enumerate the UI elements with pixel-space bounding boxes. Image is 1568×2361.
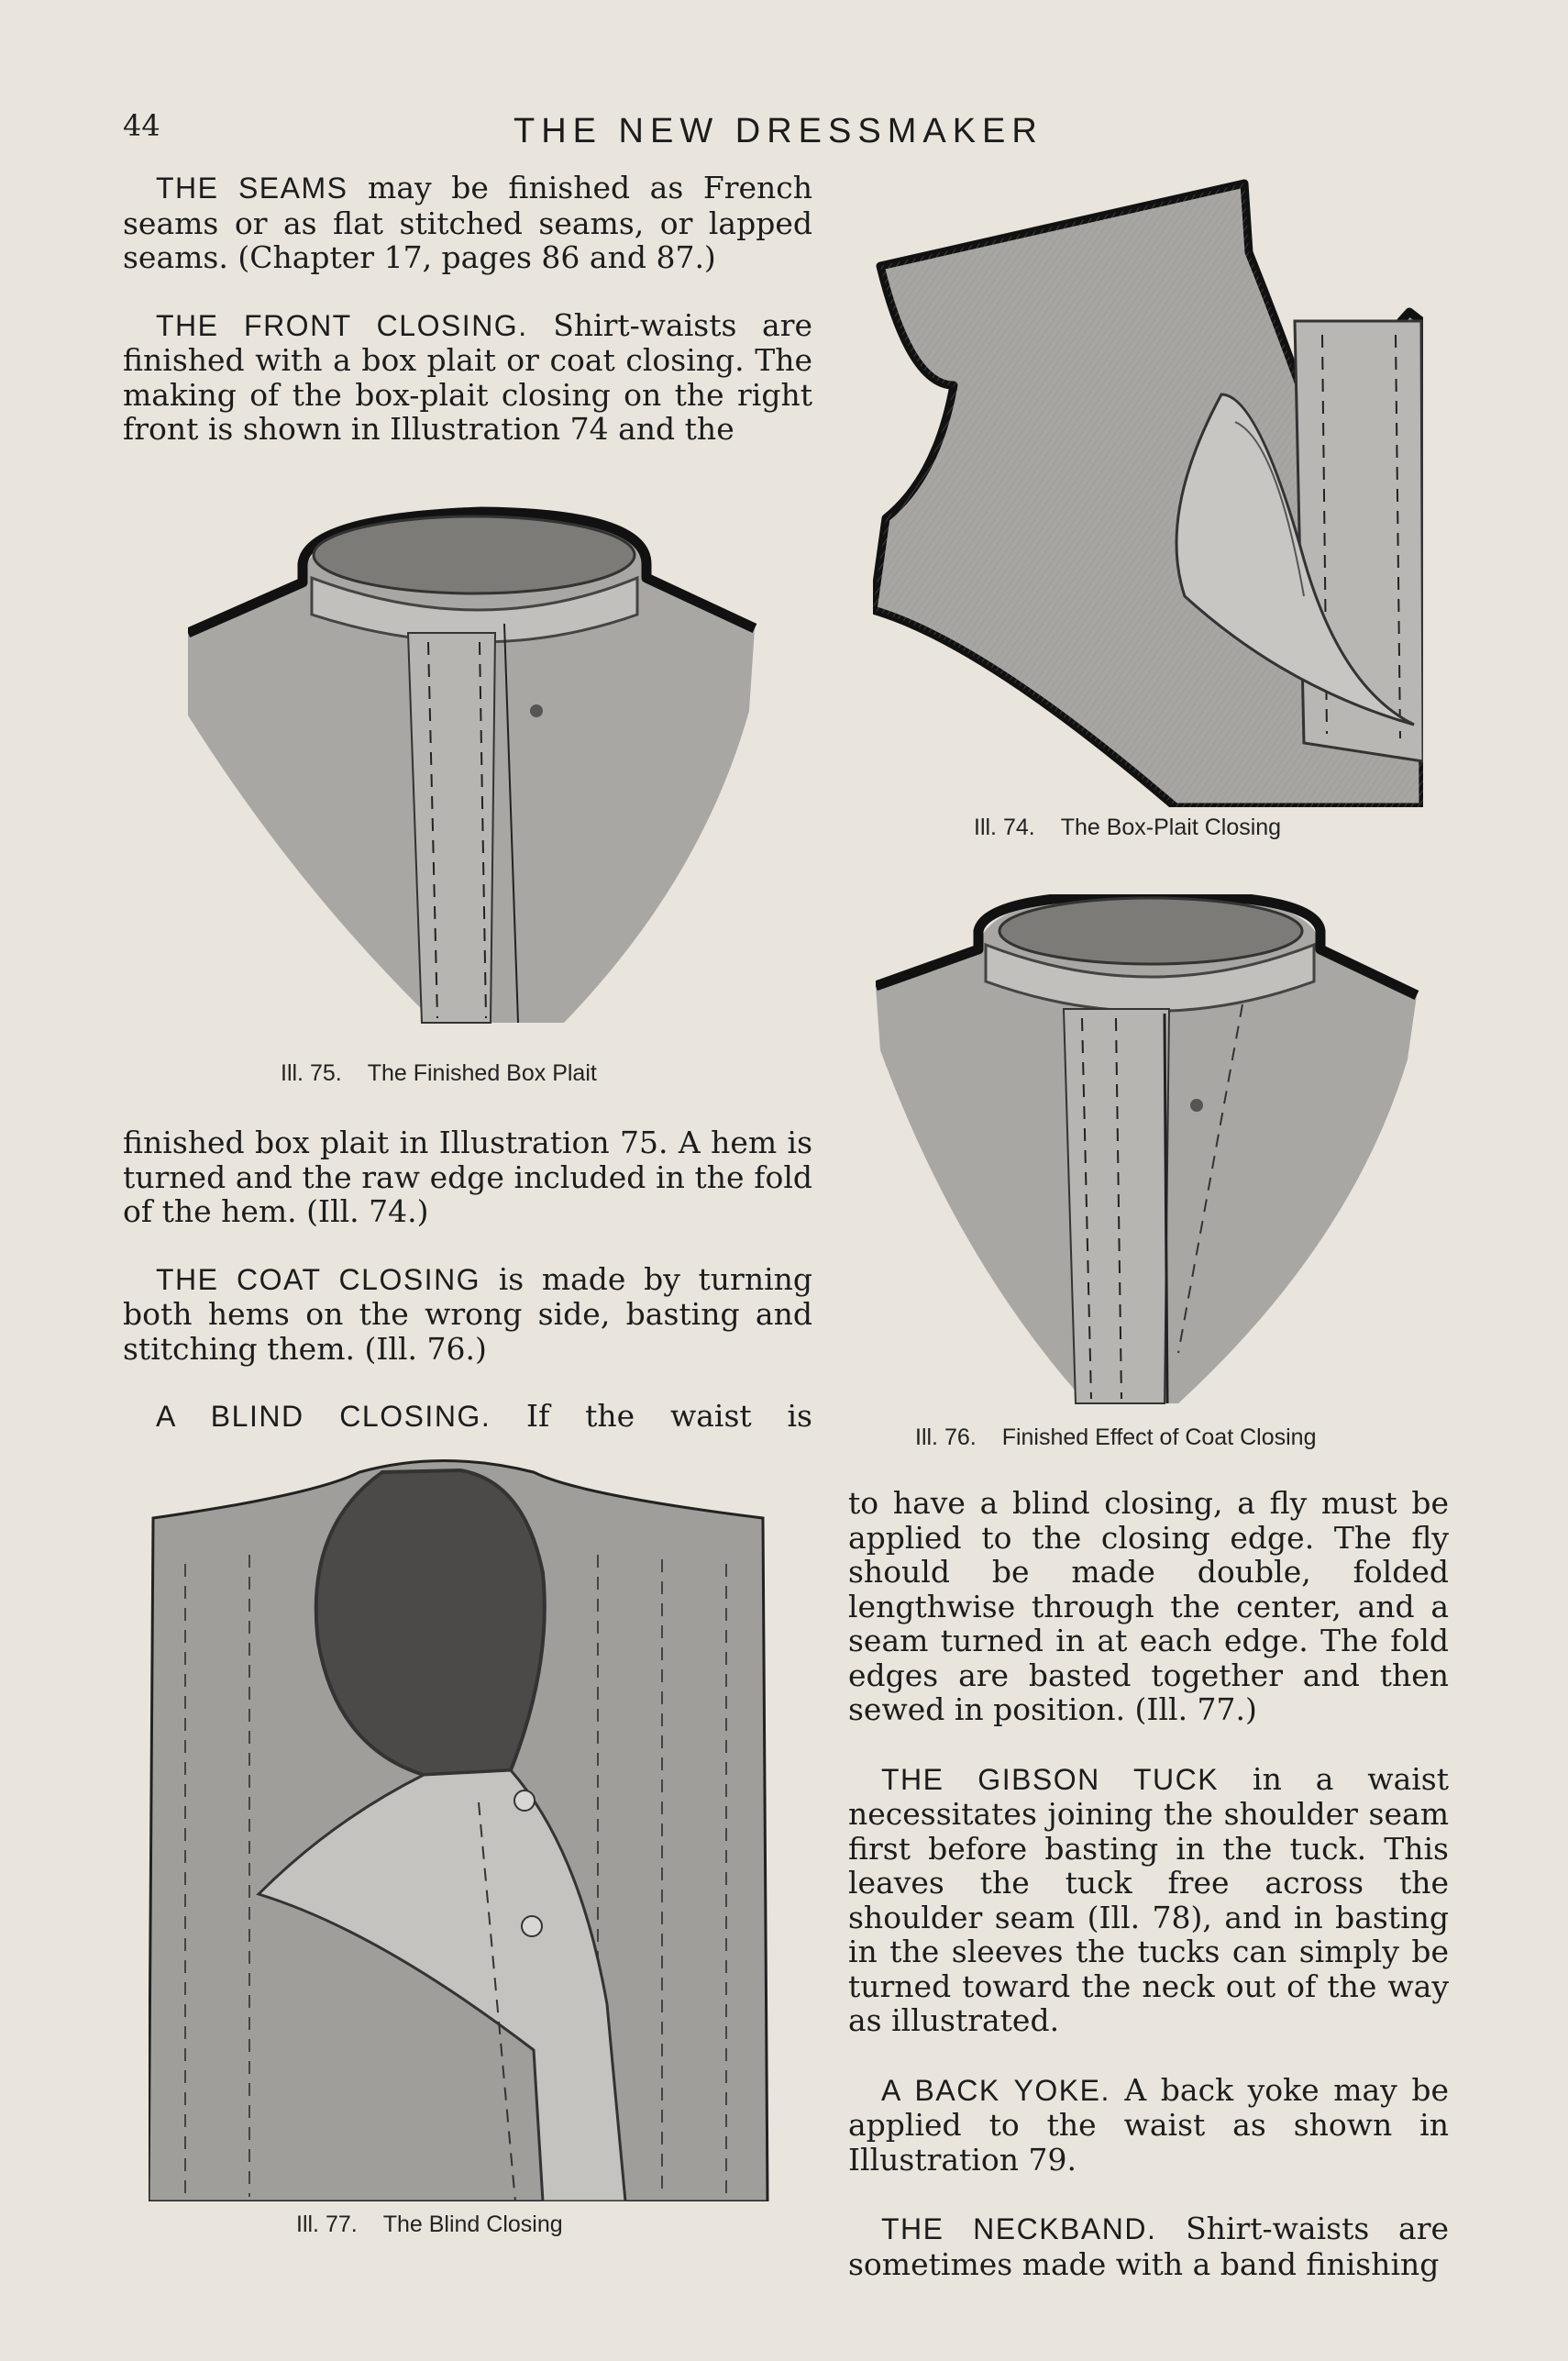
- paragraph-lead: THE COAT CLOSING: [156, 1262, 481, 1296]
- caption-number: Ill. 76.: [915, 1424, 977, 1450]
- paragraph-blind-closing-continued: to have a blind closing, a fly must be applied to the closing edge. The fly should be made double, folded lengthwise through the center, and a seam turned in at each edge. The fold edges are basted together and then sewed in position. (Ill. 77.): [848, 1485, 1449, 1727]
- caption-text: The Finished Box Plait: [367, 1060, 597, 1086]
- paragraph-text: in a waist necessitates joining the shoulder seam first before basting in the tuck. This leaves the tuck free across the shoulder seam (Ill. 78), and in basting in the sleeves the tucks can simply be turned toward the neck out of the way as illustrated.: [848, 1760, 1450, 2038]
- caption-ill-76: [915, 1424, 1316, 1451]
- left-column-top: [123, 171, 812, 447]
- paragraph-gibson-tuck: [848, 1762, 1449, 2038]
- paragraph-text: A back yoke may be applied to the waist as shown in Illustration 79.: [848, 2071, 1450, 2178]
- paragraph-lead: A BLIND CLOSING.: [156, 1400, 491, 1433]
- paragraph-lead: THE FRONT CLOSING.: [156, 308, 528, 342]
- page-number: 44: [123, 108, 160, 143]
- paragraph-back-yoke: [848, 2073, 1449, 2178]
- caption-text: The Box-Plait Closing: [1060, 815, 1282, 840]
- paragraph-front-closing: [123, 308, 812, 447]
- caption-number: Ill. 74.: [974, 815, 1035, 840]
- caption-number: Ill. 77.: [296, 2211, 358, 2237]
- illustration-76: [876, 894, 1426, 1408]
- paragraph-blind-closing: [123, 1399, 812, 1435]
- paragraph-seams: [123, 171, 812, 275]
- illustration-75: [188, 495, 761, 1027]
- paragraph-text: may be finished as French seams or as flat stitched seams, or lapped seams. (Chapter 17, pages 86 and 87.): [123, 170, 813, 275]
- paragraph-front-closing-continued: finished box plait in Illustration 75. A hem is turned and the raw edge included in the fold of the hem. (Ill. 74.): [123, 1125, 812, 1229]
- paragraph-lead: A BACK YOKE.: [881, 2073, 1110, 2107]
- paragraph-text: is made by turning both hems on the wrong side, basting and stitching them. (Ill. 76.): [123, 1260, 812, 1367]
- paragraph-text: Shirt-waists are finished with a box plait or coat closing. The making of the box-plait closing on the right front is shown in Illustration 74 and the: [123, 306, 812, 447]
- paragraph-lead: THE SEAMS: [156, 172, 348, 205]
- caption-ill-74: [974, 815, 1281, 841]
- paragraph-lead: THE NECKBAND.: [881, 2212, 1157, 2245]
- caption-text: Finished Effect of Coat Closing: [1001, 1424, 1317, 1450]
- caption-number: Ill. 75.: [281, 1060, 342, 1086]
- illustration-77: [149, 1454, 772, 2201]
- left-column-middle: [123, 1125, 812, 1435]
- paragraph-neckband: [848, 2211, 1449, 2281]
- caption-ill-75: [281, 1060, 597, 1087]
- right-column-bottom: [848, 1486, 1449, 2281]
- paragraph-lead: THE GIBSON TUCK: [881, 1762, 1220, 1796]
- paragraph-text: Shirt-waists are sometimes made with a band finishing: [848, 2211, 1449, 2282]
- running-title: THE NEW DRESSMAKER: [513, 112, 1043, 150]
- paragraph-text: If the waist is: [491, 1398, 812, 1434]
- paragraph-coat-closing: [123, 1262, 812, 1367]
- caption-ill-77: [296, 2211, 563, 2238]
- illustration-74: [873, 174, 1423, 807]
- caption-text: The Blind Closing: [382, 2211, 563, 2237]
